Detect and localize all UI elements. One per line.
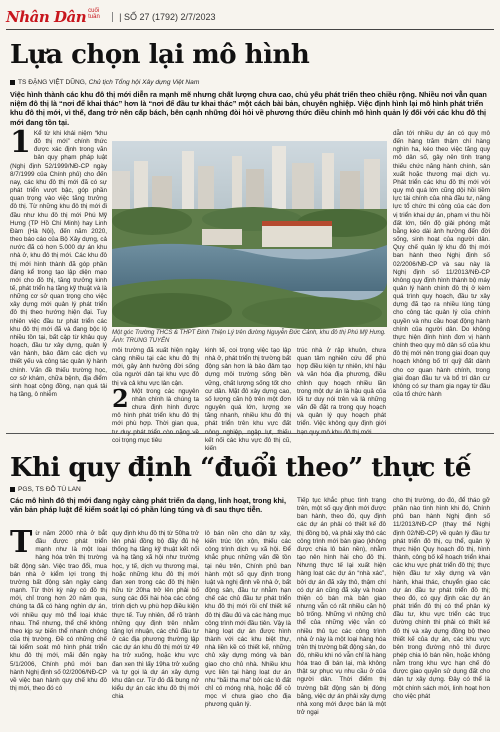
article1-lead: Việc hình thành các khu đô thị mới diễn ra mạnh mẽ nhưng chất lượng chưa cao, chủ yếu phát triển theo chiều rộng. Nhiều nơi vẫn quan niệm đô thị là “nơi để khai thác” hơn là “nơi để đầu tư khai thác” một cách bài bản, chuyên nghiệp. Việc định hình lại mô hình phát triển khu đô thị mới, vì thế, đang trở nên cấp bách, bên cạnh những đòi hỏi về phương thức điều chỉnh mô hình quản lý đối với các khu đô thị mới đang tồn tại. xyxy=(10,90,487,127)
article2-col4-text: Tiếp tục khắc phục tình trạng trên, một số quy định mới được ban hành, theo đó, quy định các dự án phải có thiết kế đô thị đồng bộ, và phải xây thô các công trình mới bàn giao (không được chia lô bán nền), nhằm tạo nên hình hài cho đô thị. Nhưng thực tế lại xuất hiện hàng loạt các dự án “nhà xác”, bởi dự án đã xây thô, thậm chí có dự án cũng đã xây và hoàn thiện có bán mà bản giao nhưng vẫn có rất nhiều căn hộ bỏ trống. Những vì những chủ thể của những việc vẫn có nhiều thủ tục các công trình nhà ở này là một loại hàng hóa trên thị trường bất động sản, do đó, nhiều khi nó vẫn chỉ là hàng hóa trao đi bán lại, mà không thật sự phục vụ nhu cầu ở của người dân. Thời điểm thị trường bất động sản bị đóng băng, việc dự án phải xây dựng nhà xong mới được bán là một trở ngại xyxy=(297,497,386,717)
newspaper-logo: Nhân Dân xyxy=(6,7,87,26)
article2-col1-text: ừ năm 2000 nhà ở bắt đầu được phát triển mạnh như là một loại hàng hóa trên thị trường bất động sản. Việc trao đổi, mua bán nhà ở kiểm lợi trong thị trường bất động sản ngày càng mạnh. Từ thời kỳ này có đô thị mới, chỉ trong hơn 20 năm qua, chúng ta đã có hàng nghìn dự án, với nhiều quy mô thể loại khác nhau. Thế nhưng, thể chế không theo kịp sự biến thể nhanh chóng của thị trường. Đề có những chế tài kiểm soát mô hình phát triển khu đô thị mới, mãi đến ngày 5/1/2006, Chính phủ mới ban hành Nghị định số 02/2006/NĐ-CP về việc ban hành quy chế khu đô thị mới, theo đó có xyxy=(10,530,107,692)
article1-column-3 xyxy=(205,347,291,452)
article2-author: PGS, TS ĐỖ TÚ LAN xyxy=(18,486,81,493)
byline-square-icon xyxy=(10,80,15,85)
article2-column-2 xyxy=(112,530,199,728)
article1-column-5 xyxy=(393,130,490,422)
article1-column-4 xyxy=(297,347,386,428)
article2-column-3 xyxy=(205,530,291,728)
article1-author: TS ĐẶNG VIỆT DŨNG, xyxy=(18,79,87,86)
article1-col2b-text: Một trong các nguyên nhân chính là chúng ta chưa định hình được mô hình phát triển khu đô thị mới phù hợp. Thời gian qua, coi trọng mục tiêu xyxy=(112,387,199,444)
section-divider xyxy=(6,433,494,434)
article2-column-1 xyxy=(10,525,107,728)
article-photo xyxy=(112,141,387,327)
article1-dropcap: 1 xyxy=(10,125,31,160)
article2-column-5 xyxy=(393,497,490,728)
masthead xyxy=(6,4,494,30)
article1-author-role: Chủ tịch Tổng hội Xây dựng Việt Nam xyxy=(88,79,200,86)
article1-dropcap-2: 2 xyxy=(112,383,129,413)
article2-dropcap: T xyxy=(10,525,33,560)
article2-byline xyxy=(10,486,81,493)
article1-column-2 xyxy=(112,347,199,444)
article1-col3-text: kinh tế, coi trọng việc tạo lập nhà ở, phát triển thị trường bất động sản hơn là bảo đảm tạo dựng môi trường sống bền vững, chất lượng sống tốt cho cư dân. Mặt đô xây dựng cao, số lượng căn hộ trên một đơn nguyên quá lớn, lượng xe tăng nhanh, nhiều khu đô thị phát triển trên khu vực đất kết nối các khu vực đô thị cũ, kiến xyxy=(205,347,291,452)
issue-info: | SỐ 27 (1792) 2/7/2023 xyxy=(112,12,215,22)
article2-column-4 xyxy=(297,497,386,728)
newspaper-logo-sub: cuối tuần xyxy=(88,7,100,20)
article2-col3-text: lô bán nền cho dân tự xây, kiến trúc lộn xộn, thiếu các công trình dịch vụ xã hội. Để khắc phục những vấn đề tồn tại nêu trên, Chính phủ ban hành một số quy định trong luật và nghị định về nhà ở, bất động sản, đầu tư nhằm hạn chế các chủ đầu tư phát triển khu đô thị mới rồi chỉ thiết kế đô thị đầu đủ và các hàng mục công trình mới đầu tiên. Vậy là hàng loạt dự án được hình thành với các khu biệt thự, nhà liền kề có thiết kế, những chủ xây dựng móng và bàn giao cho chủ nhà. Nhiều khu vực liên tại hàng loạt dư án nhu “bãi tha ma” bởi các lô đất chỉ có móng nhà, hoặc để cỏ mọc vì chưa giao cho địa phương quản lý. xyxy=(205,530,291,709)
article1-column-1 xyxy=(10,125,107,422)
city-photo-illustration xyxy=(112,141,387,327)
article2-col2-text: quy định khu đô thị từ 50ha trở lên phải đồng bộ đầy đủ hệ thống hạ tầng kỹ thuật kết nối và hạ tầng xã hội như trường học, y tế, dịch vụ thương mại, hoặc những khu đô thị mới đan xen trong các đô thị hiện hữu từ 20ha trở lên phải bố sung các đối hài hòa các công trình dịch vụ phù hợp điều kiện thực tế. Tuy nhiên, để rõ trành những quy định trên nhằm tăng lợi nhuận, các chủ đầu tư ở các địa phương thường lập các dự án khu đô thị mới từ 49 ha trở xuống, hoặc khu vực đan xen thì lấy 19ha trở xuống và tự gọi là dự án xây dựng khu dân cư. Từ đó đã bung nở kiểu dự án các khu đô thị mới chia xyxy=(112,530,199,701)
article1-col1-text: Kể từ khi khái niệm “khu đô thị mới” chính thức được xác định trong văn bản quy phạm pháp luật (Nghị định 52/1999/NĐ-CP ngày 8/7/1999 của Chính phủ) cho đến nay, các khu đô thị mới đã có sự phát triển vượt bậc, góp phần quan trọng vào việc tăng trưởng đô thị. Từ những khu đô thị mới đi đầu như khu đô thị mới Phú Mỹ Hưng (TP Hồ Chí Minh) hay Linh Đàm (Hà Nội), đến năm 2020, theo báo cáo của Bộ Xây dựng, cả nước đã có hơn 5.000 dự án khu nhà ở, khu đô thị mới. Các khu đô thị mới hình thành đã góp phần đáng kể trong tạo lập diện mạo mới cho đô thị, tăng trưởng kinh tế, phát triển hạ tầng kỹ thuật và là những cơ sở quan trọng cho việc xây dựng mới quản lý phát triển đô thị theo hướng hiện đại. Tuy nhiên việc đầu tư phát triển các khu đô thị mới đã và đang bộc lộ nhiều tồn tại, bất cập từ khâu quy hoạch, đầu tư xây dựng, quản lý vận hành, bảo đảm các dịch vụ thiết yếu và công tác quản lý hành chính. Vấn đề thiếu trường học, cơ sở khám, chữa bệnh, địa điểm sinh hoạt cộng đồng, nạn quá tải hạ tầng, ô nhiễm xyxy=(10,130,107,398)
article1-byline xyxy=(10,79,199,86)
article2-title: Khi quy định “đuổi theo” thực tế xyxy=(10,453,471,483)
article2-lead: Các mô hình đô thị mới đang ngày càng phát triển đa dạng, linh hoạt, trong khi, văn bản pháp luật để kiểm soát lại có phần lúng túng và đi sau thực tiễn. xyxy=(10,496,286,515)
article1-col2-text: môi trường đã xuất hiện ngày càng nhiều tại các khu đô thị mới, gây ảnh hưởng đời sống của người dân tại khu vực đô thị và cả khu vực lân cận. xyxy=(112,347,199,387)
article1-col4-text: trúc nhà ở rập khuôn, chưa quan tâm nghiên cứu để phù hợp điều kiện tự nhiên, khí hậu và văn hóa địa phương, điều chỉnh quy hoạch nhiều lần trong một dự án là hậu quả của lối tư duy nói trên và là những vấn đề đặt ra trong quy hoạch và quản lý quy hoạch phát triển. Việc không quy định giới xyxy=(297,347,386,428)
article2-col5-text: cho thị trường, do đó, để tháo gỡ phần nào tình hình khi đó, Chính phủ ban hành Nghị định số 11/2013/NĐ-CP (thay thế Nghị định 02/NĐ-CP) về quản lý đầu tư phát triển đô thị, cụ thể, quản lý thực hiện Quy hoạch đô thị, hình thành, công bố kế hoạch triển khai các khu vực phát triển đô thị; thực hiện đầu tư xây dựng và vận hành, khai thác, chuyển giao các dự án đầu tư phát triển đô thị; theo đó, có quy định các dự án phát triển đô thị có thể phân kỳ đầu tư, khu vực triển các trục đường chính thì phải có thiết kế đô thị và xây dựng đồng bộ theo thiết kế của dự án, các khu vực bên trong đường nhỏ thì được phép chia lô bán nền, hoặc không nằm trong khu vực hạn chế đó được giao quyền sử dụng đất cho dân tự xây dựng. Đây có thể là một chính sách mới, linh hoạt hơn cho việc phát xyxy=(393,497,490,700)
article1-title: Lựa chọn lại mô hình xyxy=(10,40,310,70)
photo-caption: Một góc Trường THCS & THPT Đinh Thiện Lý trên đường Nguyễn Đức Cảnh, khu đô thị Phú Mỹ Hưng. Ảnh: TRUNG TUYẾN xyxy=(112,330,386,344)
byline-square-icon-2 xyxy=(10,487,15,492)
article1-col5-text: dẫn tới nhiều dự án có quy mô đến hàng trăm thậm chí hàng nghìn ha, kéo theo việc tăng quy mô dân số, gây nên tình trạng thiếu chức năng hành chính, sản xuất hoặc thương mại dịch vụ. Phát triển các khu đô thị mới với quy mô quá lớn cũng dội hồi tiềm lực tài chính của nhà đầu tư, năng lực tổ chức thi công của các đơn vị triển khai dự án, phạm vi thu hồi đất lớn, tiến độ giải phóng mặt bằng kéo dài ảnh hưởng đến đời sống, sinh hoạt của người dân. Quy chế quản lý khu đô thị mới ban hành theo Nghị định số 02/2006/NĐ-CP và sau này là Nghị định số 11/2013/NĐ-CP không quy định hình thành bộ máy quản lý hành chính đô thị ở kèm quá trình quy hoạch, đầu tư xây dựng đã tạo ra nhiều lúng túng cho công tác quản lý của chính quyền và nhu cầu hoạt động hành chính của người dân. Do không thực hiện đính hình đơn vị hành chính theo quy mô dân số của khu đô thị mới nên trong giai đoạn quy hoạch không bố trí quỹ đất dành cho cơ quan hành chính, trong giai đoạn đầu tư và bổ trí dân cư không có sự tham gia ngay từ đầu của tổ chức hành xyxy=(393,130,490,398)
